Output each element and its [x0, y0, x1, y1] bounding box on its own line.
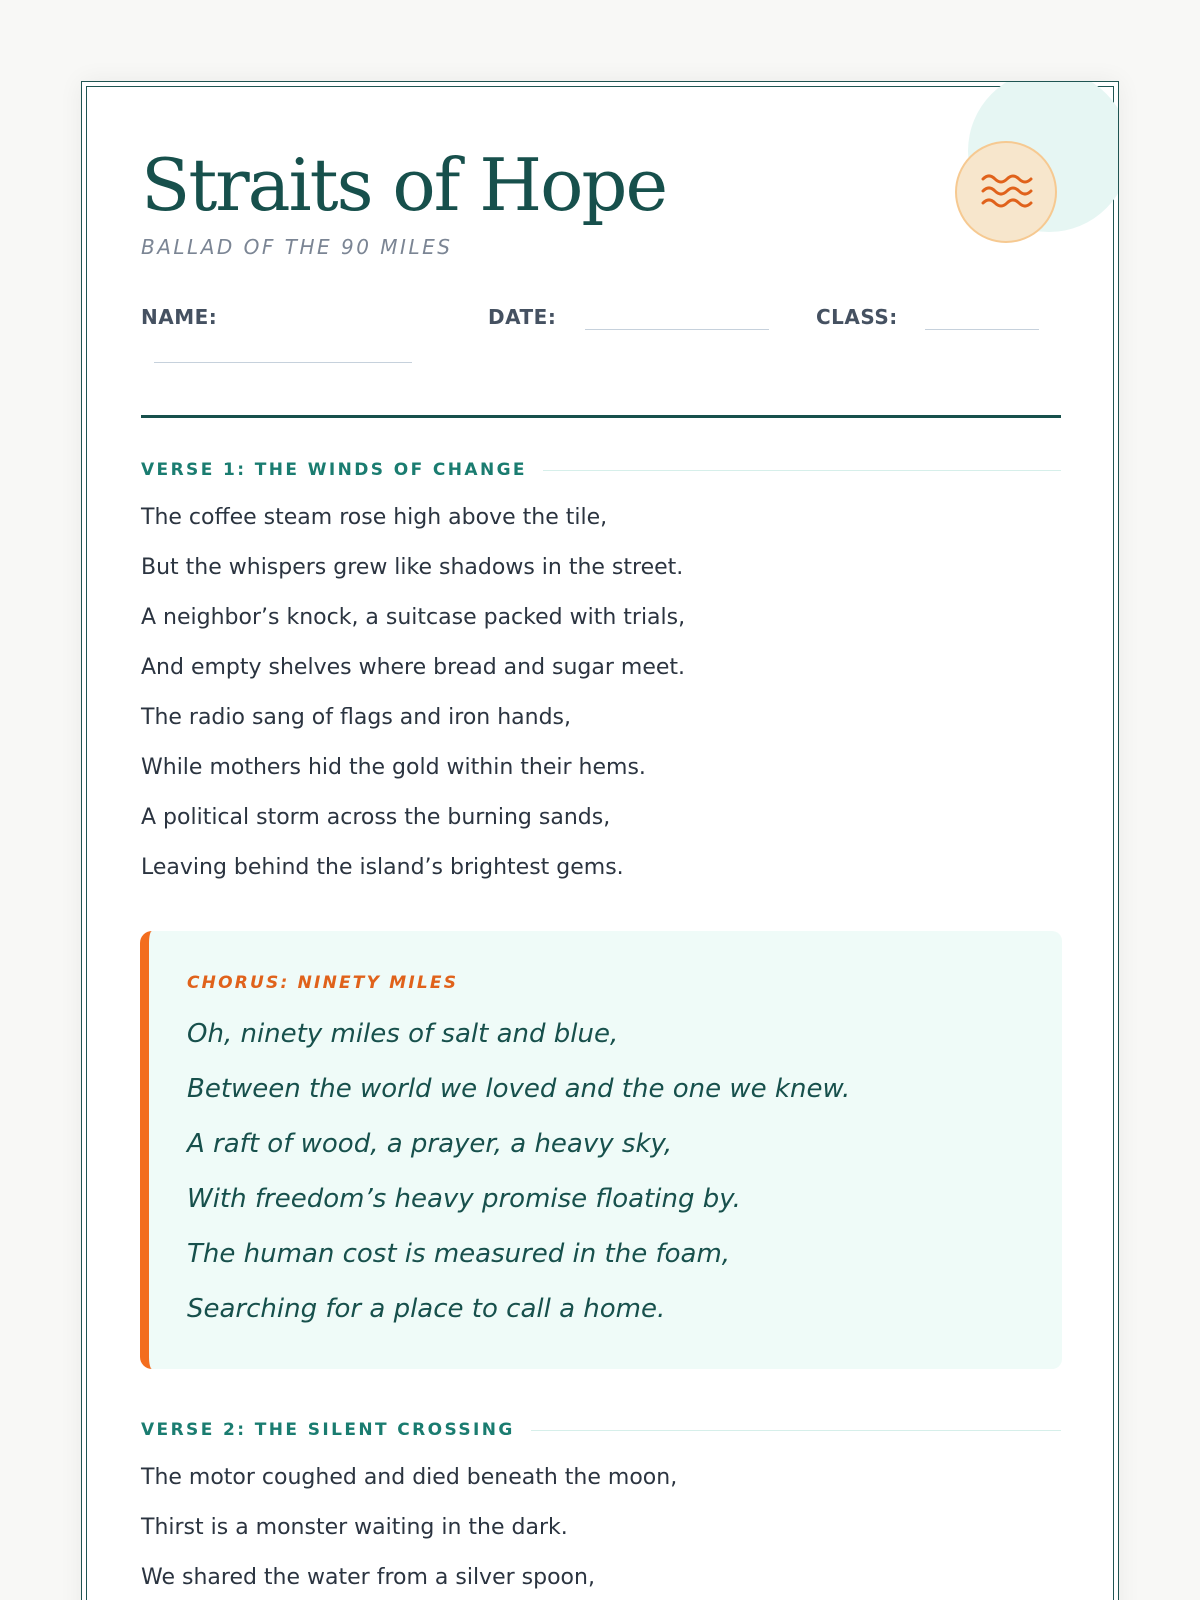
- verse1-line: The coffee steam rose high above the tile,: [141, 505, 608, 530]
- worksheet-page: [81, 81, 1119, 1600]
- waves-icon: [981, 171, 1033, 215]
- page-subtitle: BALLAD OF THE 90 MILES: [141, 235, 453, 259]
- chorus-line: Between the world we loved and the one we knew.: [187, 1074, 851, 1104]
- name-label: NAME:: [141, 305, 218, 329]
- chorus-heading: CHORUS: NINETY MILES: [187, 973, 459, 993]
- chorus-line: With freedom’s heavy promise floating by.: [187, 1184, 741, 1214]
- verse1-line: A political storm across the burning sands,: [141, 805, 611, 830]
- page-title: Straits of Hope: [141, 143, 667, 227]
- verse1-heading-label: VERSE 1: THE WINDS OF CHANGE: [141, 460, 527, 480]
- page-border: [86, 86, 1114, 1600]
- verse1-line: Leaving behind the island’s brightest gems.: [141, 855, 624, 880]
- verse1-line: And empty shelves where bread and sugar meet.: [141, 655, 686, 680]
- verse2-line: The motor coughed and died beneath the moon,: [141, 1465, 678, 1490]
- verse2-line: We shared the water from a silver spoon,: [141, 1565, 595, 1590]
- verse1-heading: [141, 458, 1061, 482]
- chorus-line: Oh, ninety miles of salt and blue,: [187, 1019, 619, 1049]
- badge: [955, 141, 1057, 243]
- header-divider: [141, 415, 1061, 418]
- class-field[interactable]: [925, 329, 1039, 330]
- name-field[interactable]: [154, 362, 412, 363]
- verse1-line: A neighbor’s knock, a suitcase packed with trials,: [141, 605, 686, 630]
- class-label: CLASS:: [816, 305, 898, 329]
- verse1-line: The radio sang of flags and iron hands,: [141, 705, 572, 730]
- verse2-line: Thirst is a monster waiting in the dark.: [141, 1515, 568, 1540]
- chorus-line: A raft of wood, a prayer, a heavy sky,: [187, 1129, 673, 1159]
- chorus-line: Searching for a place to call a home.: [187, 1294, 666, 1324]
- verse2-heading-label: VERSE 2: THE SILENT CROSSING: [141, 1420, 515, 1440]
- chorus-line: The human cost is measured in the foam,: [187, 1239, 731, 1269]
- verse2-heading: [141, 1418, 1061, 1442]
- heading-rule: [531, 1430, 1061, 1431]
- date-field[interactable]: [585, 329, 769, 330]
- verse1-line: While mothers hid the gold within their hems.: [141, 755, 646, 780]
- heading-rule: [543, 470, 1061, 471]
- verse1-line: But the whispers grew like shadows in the street.: [141, 555, 684, 580]
- date-label: DATE:: [488, 305, 557, 329]
